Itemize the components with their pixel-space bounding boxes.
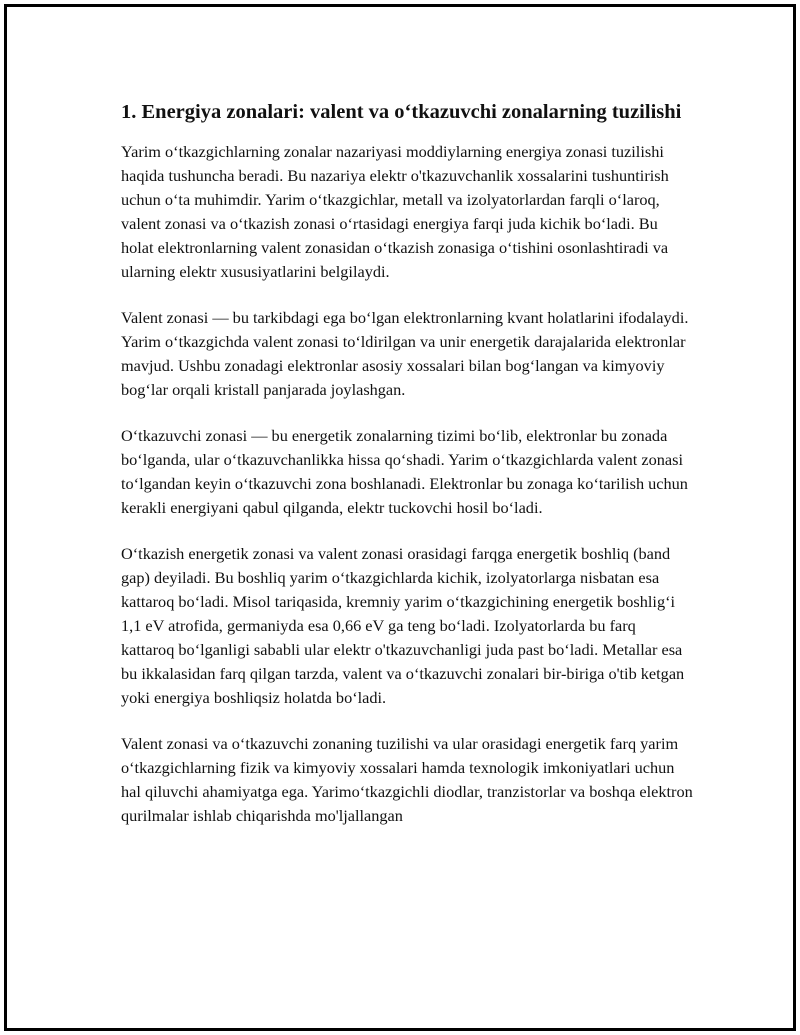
page-frame xyxy=(4,4,796,1031)
section-heading: 1. Energiya zonalari: valent va o‘tkazuvchi zonalarning tuzilishi xyxy=(121,101,682,123)
document-body xyxy=(121,99,693,850)
paragraph-conduction-band: O‘tkazuvchi zonasi — bu energetik zonalarning tizimi bo‘lib, elektronlar bu zonada bo‘lganda, ular o‘tkazuvchanlikka hissa qo‘shadi. Yarim o‘tkazgichlarda valent zonasi to‘lgandan keyin o‘tkazuvchi zona boshlanadi. Elektronlar bu zonaga ko‘tarilish uchun kerakli energiyani qabul qilganda, elektr tuckovchi hosil bo‘ladi. xyxy=(121,426,688,517)
paragraph-conclusion: Valent zonasi va o‘tkazuvchi zonaning tuzilishi va ular orasidagi energetik farq yarim o‘tkazgichlarning fizik va kimyoviy xossalari hamda texnologik imkoniyatlari uchun hal qiluvchi ahamiyatga ega. Yarimo‘tkazgichli diodlar, tranzistorlar va boshqa elektron qurilmalar ishlab chiqarishda mo'ljallangan xyxy=(121,734,693,825)
paragraph-zone-theory: Yarim o‘tkazgichlarning zonalar nazariyasi moddiylarning energiya zonasi tuzilishi haqida tushuncha beradi. Bu nazariya elektr o'tkazuvchanlik xossalarini tushuntirish uchun o‘ta muhimdir. Yarim o‘tkazgichlar, metall va izolyatorlardan farqli o‘laroq, valent zonasi va o‘tkazish zonasi o‘rtasidagi energiya farqi juda kichik bo‘ladi. Bu holat elektronlarning valent zonasidan o‘tkazish zonasiga o‘tishini osonlashtiradi va ularning elektr xususiyatlarini belgilaydi. xyxy=(121,142,669,281)
paragraph-valence-band: Valent zonasi — bu tarkibdagi ega bo‘lgan elektronlarning kvant holatlarini ifodalaydi. Yarim o‘tkazgichda valent zonasi to‘ldirilgan va unir energetik darajalarida elektronlar mavjud. Ushbu zonadagi elektronlar asosiy xossalari bilan bog‘langan va kimyoviy bog‘lar orqali kristall panjarada joylashgan. xyxy=(121,308,689,399)
paragraph-band-gap: O‘tkazish energetik zonasi va valent zonasi orasidagi farqga energetik boshliq (band gap) deyiladi. Bu boshliq yarim o‘tkazgichlarda kichik, izolyatorlarga nisbatan esa kattaroq bo‘ladi. Misol tariqasida, kremniy yarim o‘tkazgichining energetik boshlig‘i 1,1 eV atrofida, germaniyda esa 0,66 eV ga teng bo‘ladi. Izolyatorlarda bu farq kattaroq bo‘lganligi sababli ular elektr o'tkazuvchanligi juda past bo‘ladi. Metallar esa bu ikkalasidan farq qilgan tarzda, valent va o‘tkazuvchi zonalari bir-biriga o'tib ketgan yoki energiya boshliqsiz holatda bo‘ladi. xyxy=(121,544,685,707)
